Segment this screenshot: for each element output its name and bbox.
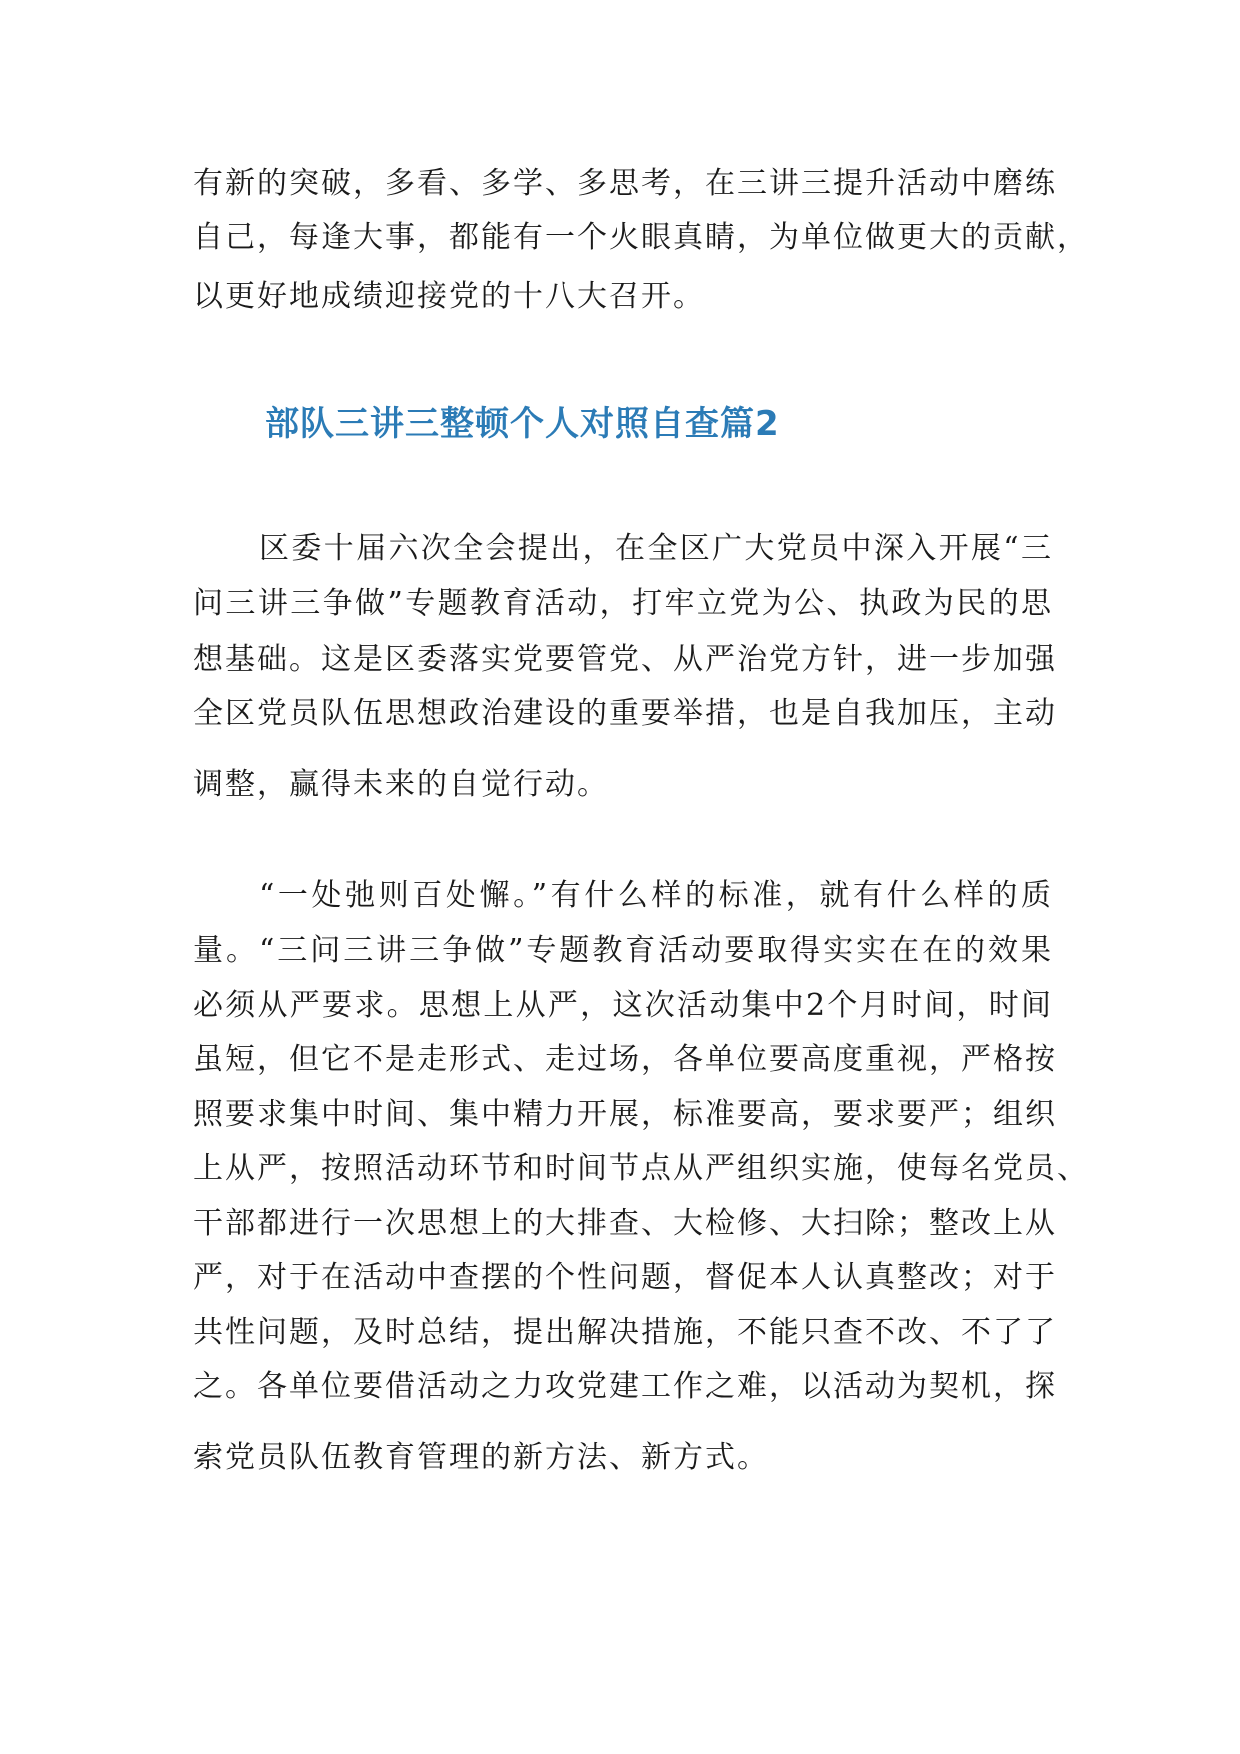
paragraph-line: 问三讲三争做”专题教育活动，打牢立党为公、执政为民的思 [193, 586, 1053, 621]
paragraph-line: 量。“三问三讲三争做”专题教育活动要取得实实在在的效果 [193, 933, 1053, 968]
paragraph-line: 索党员队伍教育管理的新方法、新方式。 [193, 1440, 769, 1475]
paragraph-line: 调整，赢得未来的自觉行动。 [193, 767, 609, 802]
paragraph-line: 想基础。这是区委落实党要管党、从严治党方针，进一步加强 [193, 642, 1057, 677]
paragraph-line: 严，对于在活动中查摆的个性问题，督促本人认真整改；对于 [193, 1260, 1057, 1295]
paragraph-line: 全区党员队伍思想政治建设的重要举措，也是自我加压，主动 [193, 696, 1057, 731]
section-heading: 部队三讲三整顿个人对照自查篇2 [265, 404, 780, 444]
paragraph-line: 有新的突破，多看、多学、多思考，在三讲三提升活动中磨练 [193, 166, 1057, 201]
paragraph-line: 必须从严要求。思想上从严，这次活动集中2个月时间，时间 [193, 988, 1053, 1023]
paragraph-line: 自己，每逢大事，都能有一个火眼真睛，为单位做更大的贡献， [193, 220, 1089, 255]
paragraph-line: 照要求集中时间、集中精力开展，标准要高，要求要严；组织 [193, 1097, 1057, 1132]
paragraph-line: 区委十届六次全会提出，在全区广大党员中深入开展“三 [259, 531, 1053, 566]
paragraph-line: 干部都进行一次思想上的大排查、大检修、大扫除；整改上从 [193, 1206, 1057, 1241]
paragraph-line: 虽短，但它不是走形式、走过场，各单位要高度重视，严格按 [193, 1042, 1057, 1077]
paragraph-line: 以更好地成绩迎接党的十八大召开。 [193, 279, 705, 314]
paragraph-line: 共性问题，及时总结，提出解决措施，不能只查不改、不了了 [193, 1315, 1057, 1350]
paragraph-line: “一处弛则百处懈。”有什么样的标准，就有什么样的质 [259, 878, 1053, 913]
paragraph-line: 之。各单位要借活动之力攻党建工作之难，以活动为契机，探 [193, 1369, 1057, 1404]
paragraph-line: 上从严，按照活动环节和时间节点从严组织实施，使每名党员、 [193, 1151, 1089, 1186]
